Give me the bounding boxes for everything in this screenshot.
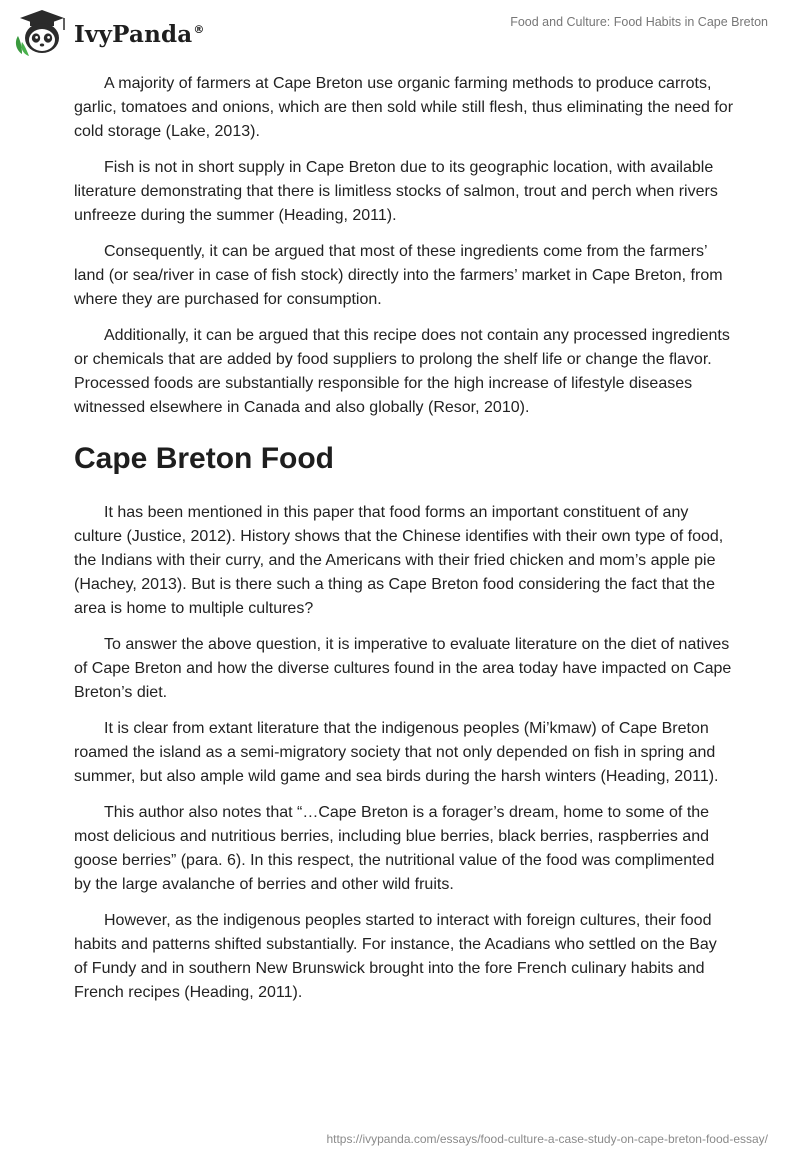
paragraph: It has been mentioned in this paper that food forms an important constituent of any culture (Justice, 2012). History shows that the Chinese identifies with their own type of food, the Indians with their curry, and the Americans with their fried chicken and mom’s apple pie (Hachey, 2013). But is there such a thing as Cape Breton food considering the fact that the area is home to multiple cultures? xyxy=(74,504,724,617)
panda-logo-icon xyxy=(12,8,68,58)
page-header xyxy=(0,0,800,70)
footer-url-link[interactable]: https://ivypanda.com/essays/food-culture-a-case-study-on-cape-breton-food-essay/ xyxy=(326,1132,768,1146)
paragraph: It is clear from extant literature that the indigenous peoples (Mi’kmaw) of Cape Breton roamed the island as a semi-migratory society that not only depended on fish in spring and summer, but also ample wild game and sea birds during the harsh winters (Heading, 2011). xyxy=(74,720,719,785)
paragraph: Fish is not in short supply in Cape Breton due to its geographic location, with available literature demonstrating that there is limitless stocks of salmon, trout and perch when rivers unfreeze during the summer (Heading, 2011). xyxy=(74,159,718,224)
logo-text: IvyPanda® xyxy=(74,20,205,48)
logo[interactable] xyxy=(12,8,205,58)
article-body xyxy=(74,72,734,1017)
running-title: Food and Culture: Food Habits in Cape Breton xyxy=(510,15,768,29)
paragraph: A majority of farmers at Cape Breton use organic farming methods to produce carrots, garlic, tomatoes and onions, which are then sold while still flesh, thus eliminating the need for cold storage (Lake, 2013). xyxy=(74,75,734,140)
paragraph: To answer the above question, it is imperative to evaluate literature on the diet of natives of Cape Breton and how the diverse cultures found in the area today have impacted on Cape Breton’s diet. xyxy=(74,636,732,701)
section-heading: Cape Breton Food xyxy=(74,442,334,475)
paragraph: However, as the indigenous peoples started to interact with foreign cultures, their food habits and patterns shifted substantially. For instance, the Acadians who settled on the Bay of Fundy and in southern New Brunswick brought into the fore French culinary habits and French recipes (Heading, 2011). xyxy=(74,912,717,1001)
paragraph: This author also notes that “…Cape Breton is a forager’s dream, home to some of the most delicious and nutritious berries, including blue berries, black berries, raspberries and goose berries” (para. 6). In this respect, the nutritional value of the food was complimented by the large avalanche of berries and other wild fruits. xyxy=(74,804,715,893)
paragraph: Consequently, it can be argued that most of these ingredients come from the farmers’ land (or sea/river in case of fish stock) directly into the farmers’ market in Cape Breton, from where they are purchased for consumption. xyxy=(74,243,723,308)
paragraph: Additionally, it can be argued that this recipe does not contain any processed ingredients or chemicals that are added by food suppliers to prolong the shelf life or change the flavor. Processed foods are substantially responsible for the high increase of lifestyle diseases witnessed elsewhere in Canada and also globally (Resor, 2010). xyxy=(74,327,730,416)
